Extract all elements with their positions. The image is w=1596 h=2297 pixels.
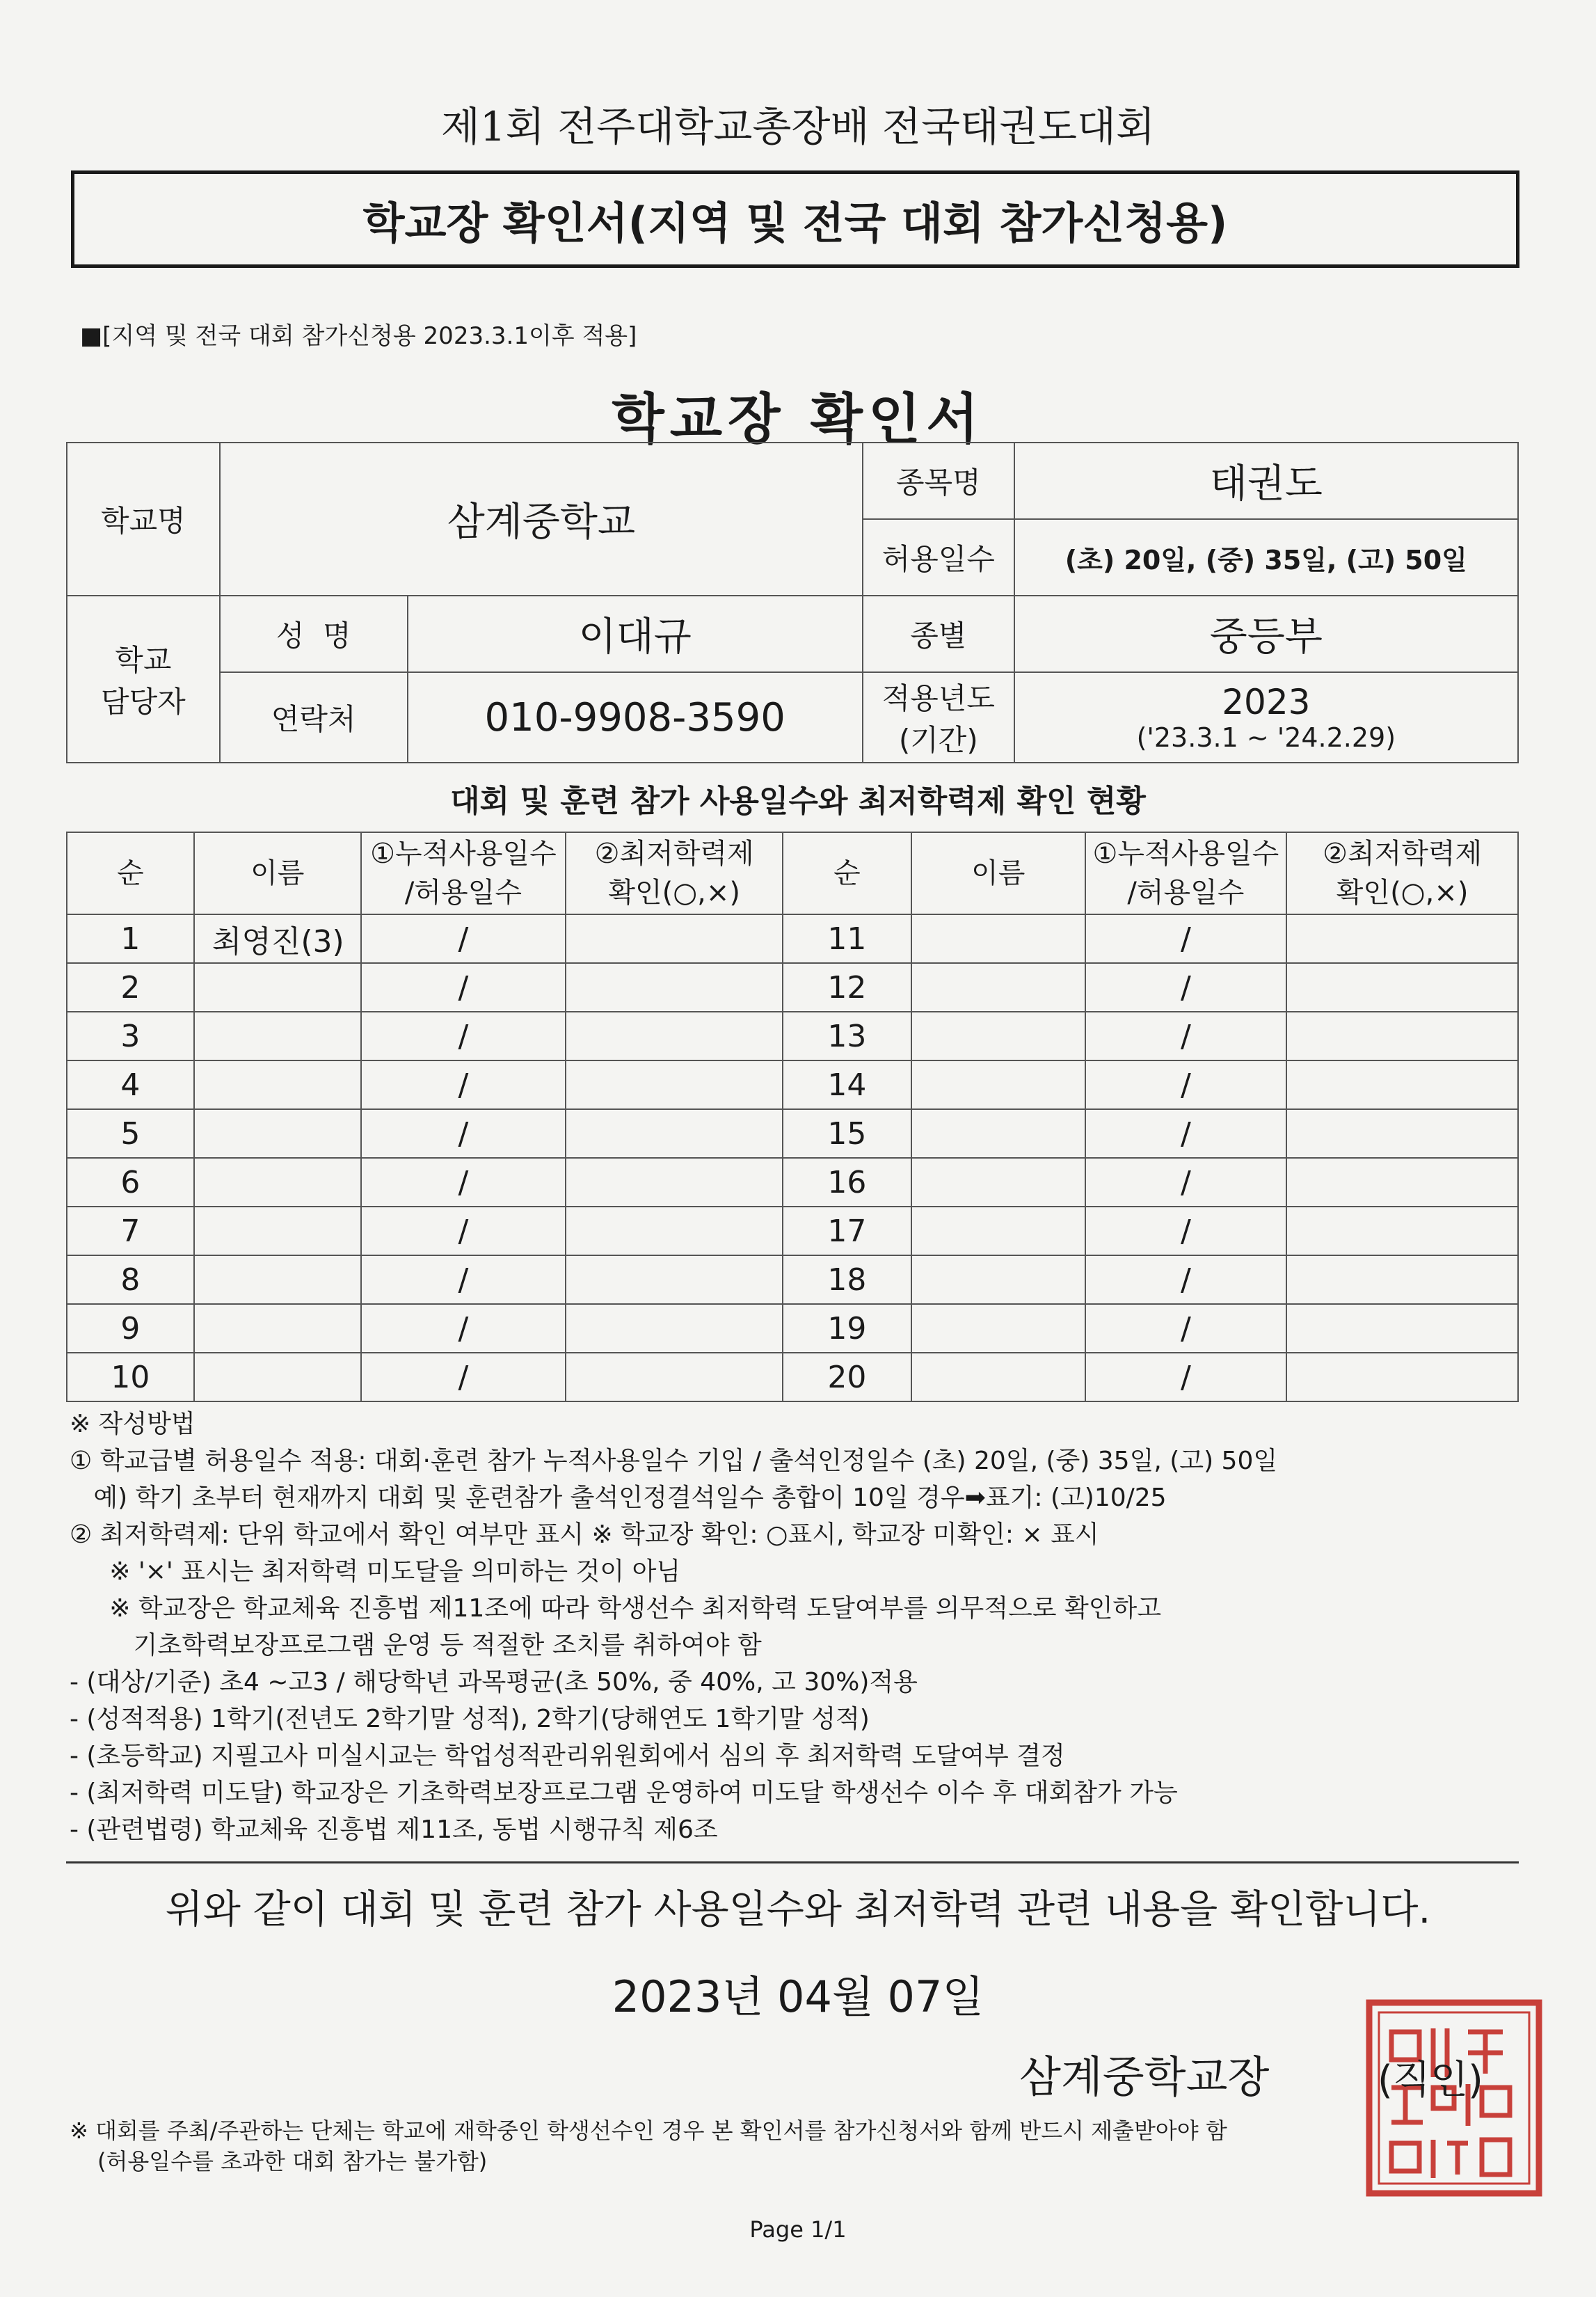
row-number-cell: 13: [783, 1012, 911, 1060]
table-row: [67, 963, 1518, 1012]
header-no: 순: [67, 832, 194, 914]
instruction-line: ① 학교급별 허용일수 적용: 대회·훈련 참가 누적사용일수 기입 / 출석인정일수 (초) 20일, (중) 35일, (고) 50일: [70, 1447, 1278, 1475]
document-title: 학교장 확인서: [612, 388, 984, 451]
table-row: [67, 1353, 1518, 1401]
days-used-cell: /: [1085, 1255, 1287, 1304]
person-name-value: 이대규: [408, 596, 863, 672]
instruction-line: ※ '×' 표시는 최저학력 미도달을 의미하는 것이 아님: [70, 1557, 681, 1586]
student-name-cell: [911, 1255, 1085, 1304]
student-name-cell: [911, 1304, 1085, 1353]
table-row: [67, 1304, 1518, 1353]
days-used-cell: /: [1085, 1304, 1287, 1353]
student-name-cell: [911, 1060, 1085, 1109]
days-used-cell: /: [361, 1304, 566, 1353]
student-name-cell: [194, 1353, 361, 1401]
header-no: 순: [783, 832, 911, 914]
sport-label: 종목명: [863, 443, 1014, 519]
footer-note-line2: (허용일수를 초과한 대회 참가는 불가함): [97, 2148, 488, 2175]
instruction-line: ※ 학교장은 학교체육 진흥법 제11조에 따라 학생선수 최저학력 도달여부를 의무적으로 확인하고: [70, 1594, 1162, 1623]
academic-check-cell: [566, 963, 783, 1012]
footer-note: [70, 2115, 1545, 2177]
row-number-cell: 7: [67, 1207, 194, 1255]
principal-title: 삼계중학교장: [1019, 2051, 1270, 2102]
academic-check-cell: [566, 1012, 783, 1060]
student-name-cell: 최영진(3): [194, 914, 361, 963]
academic-check-cell: [1286, 1304, 1518, 1353]
allowed-days-label: 허용일수: [863, 519, 1014, 596]
row-number-cell: 5: [67, 1109, 194, 1158]
seal-label: (직인): [1378, 2058, 1483, 2103]
academic-check-cell: [566, 1353, 783, 1401]
status-title: 대회 및 훈련 참가 사용일수와 최저학력제 확인 현황: [450, 784, 1146, 819]
header-name: 이름: [194, 832, 361, 914]
year-label-line1: 적용년도: [881, 681, 995, 715]
status-rows: [67, 914, 1518, 1401]
student-name-cell: [911, 963, 1085, 1012]
student-name-cell: [194, 1109, 361, 1158]
manager-label-line2: 담당자: [101, 685, 186, 719]
confirmation-text: 위와 같이 대회 및 훈련 참가 사용일수와 최저학력 관련 내용을 확인합니다.: [165, 1887, 1431, 1932]
table-row: [67, 1012, 1518, 1060]
contact-value: 010-9908-3590: [408, 672, 863, 763]
table-row: [67, 1109, 1518, 1158]
student-name-cell: [194, 1207, 361, 1255]
page-number: Page 1/1: [749, 2216, 847, 2243]
academic-check-cell: [1286, 1353, 1518, 1401]
table-row: [67, 1207, 1518, 1255]
academic-check-cell: [1286, 914, 1518, 963]
row-number-cell: 10: [67, 1353, 194, 1401]
division-label: 종별: [863, 596, 1014, 672]
table-row: [67, 914, 1518, 963]
student-name-cell: [911, 914, 1085, 963]
days-used-cell: /: [361, 1109, 566, 1158]
days-used-cell: /: [361, 1012, 566, 1060]
days-used-cell: /: [361, 914, 566, 963]
manager-label-line1: 학교: [115, 643, 172, 677]
header-days-line1: ①누적사용일수: [370, 838, 557, 870]
academic-check-cell: [1286, 1255, 1518, 1304]
row-number-cell: 11: [783, 914, 911, 963]
row-number-cell: 2: [67, 963, 194, 1012]
days-used-cell: /: [1085, 1353, 1287, 1401]
instruction-line: - (초등학교) 지필고사 미실시교는 학업성적관리위원회에서 심의 후 최저학력 도달여부 결정: [70, 1742, 1065, 1770]
academic-check-cell: [566, 1207, 783, 1255]
row-number-cell: 18: [783, 1255, 911, 1304]
school-name-value: 삼계중학교: [220, 443, 863, 596]
event-title: 제1회 전주대학교총장배 전국태권도대회: [440, 103, 1156, 150]
school-name-label: 학교명: [67, 443, 220, 596]
days-used-cell: /: [1085, 963, 1287, 1012]
row-number-cell: 17: [783, 1207, 911, 1255]
student-name-cell: [911, 1353, 1085, 1401]
days-used-cell: /: [361, 1207, 566, 1255]
year-label: [863, 672, 1014, 763]
student-name-cell: [194, 1304, 361, 1353]
days-used-cell: /: [1085, 1060, 1287, 1109]
header-days-line2: /허용일수: [1127, 877, 1245, 909]
days-used-cell: /: [361, 1158, 566, 1207]
row-number-cell: 20: [783, 1353, 911, 1401]
academic-check-cell: [1286, 1012, 1518, 1060]
student-name-cell: [911, 1207, 1085, 1255]
header-academic: [566, 832, 783, 914]
instruction-line: - (최저학력 미도달) 학교장은 기초학력보장프로그램 운영하여 미도달 학생선수 이수 후 대회참가 가능: [70, 1779, 1178, 1807]
instruction-line: 예) 학기 초부터 현재까지 대회 및 훈련참가 출석인정결석일수 총합이 10일 경우➡표기: (고)10/25: [70, 1484, 1167, 1512]
row-number-cell: 14: [783, 1060, 911, 1109]
days-used-cell: /: [1085, 1109, 1287, 1158]
header-days-line1: ①누적사용일수: [1092, 838, 1279, 870]
table-row: [67, 1255, 1518, 1304]
header-academic-line2: 확인(○,×): [1336, 877, 1469, 909]
header-days: [361, 832, 566, 914]
instruction-line: ※ 작성방법: [70, 1410, 195, 1438]
student-name-cell: [911, 1012, 1085, 1060]
student-name-cell: [194, 1012, 361, 1060]
allowed-days-value: (초) 20일, (중) 35일, (고) 50일: [1014, 519, 1518, 596]
student-name-cell: [194, 1158, 361, 1207]
header-academic-line2: 확인(○,×): [608, 877, 740, 909]
student-name-cell: [194, 963, 361, 1012]
academic-check-cell: [1286, 963, 1518, 1012]
school-info-table: [66, 442, 1519, 763]
row-number-cell: 1: [67, 914, 194, 963]
year-label-line2: (기간): [898, 723, 978, 757]
applicability-note: ■[지역 및 전국 대회 참가신청용 2023.3.1이후 적용]: [80, 322, 637, 350]
academic-check-cell: [1286, 1060, 1518, 1109]
header-academic: [1286, 832, 1518, 914]
academic-check-cell: [1286, 1158, 1518, 1207]
person-name-label: 성 명: [220, 596, 408, 672]
row-number-cell: 19: [783, 1304, 911, 1353]
header-academic-line1: ②최저학력제: [594, 838, 754, 870]
row-number-cell: 3: [67, 1012, 194, 1060]
student-name-cell: [911, 1109, 1085, 1158]
status-header-row: [67, 832, 1518, 914]
document-heading-box: 학교장 확인서(지역 및 전국 대회 참가신청용): [71, 170, 1519, 268]
division-value: 중등부: [1014, 596, 1518, 672]
row-number-cell: 9: [67, 1304, 194, 1353]
academic-check-cell: [566, 914, 783, 963]
days-used-cell: /: [1085, 1012, 1287, 1060]
academic-check-cell: [1286, 1109, 1518, 1158]
student-name-cell: [194, 1060, 361, 1109]
days-used-cell: /: [361, 963, 566, 1012]
days-used-cell: /: [1085, 914, 1287, 963]
table-row: [67, 1060, 1518, 1109]
academic-check-cell: [566, 1304, 783, 1353]
row-number-cell: 4: [67, 1060, 194, 1109]
row-number-cell: 16: [783, 1158, 911, 1207]
instruction-line: - (관련법령) 학교체육 진흥법 제11조, 동법 시행규칙 제6조: [70, 1815, 718, 1844]
academic-check-cell: [566, 1060, 783, 1109]
year-value: 2023: [1222, 682, 1311, 722]
days-used-cell: /: [361, 1353, 566, 1401]
divider: [66, 1861, 1519, 1863]
status-table: [66, 832, 1519, 1402]
days-used-cell: /: [361, 1060, 566, 1109]
instruction-line: - (성적적용) 1학기(전년도 2학기말 성적), 2학기(당해연도 1학기말 성적): [70, 1705, 870, 1733]
header-name: 이름: [911, 832, 1085, 914]
academic-check-cell: [566, 1109, 783, 1158]
row-number-cell: 12: [783, 963, 911, 1012]
issue-date: 2023년 04월 07일: [612, 1971, 984, 2022]
header-days: [1085, 832, 1287, 914]
instruction-line: - (대상/기준) 초4 ~고3 / 해당학년 과목평균(초 50%, 중 40%, 고 30%)적용: [70, 1668, 918, 1696]
header-days-line2: /허용일수: [404, 877, 522, 909]
instruction-line: 기초학력보장프로그램 운영 등 적절한 조치를 취하여야 함: [70, 1631, 762, 1660]
instruction-line: ② 최저학력제: 단위 학교에서 확인 여부만 표시 ※ 학교장 확인: ○표시, 학교장 미확인: × 표시: [70, 1520, 1099, 1549]
academic-check-cell: [566, 1158, 783, 1207]
header-academic-line1: ②최저학력제: [1323, 838, 1483, 870]
footer-note-line1: ※ 대회를 주최/주관하는 단체는 학교에 재학중인 학생선수인 경우 본 확인서를 참가신청서와 함께 반드시 제출받아야 함: [70, 2117, 1227, 2144]
manager-label: [67, 596, 220, 763]
row-number-cell: 6: [67, 1158, 194, 1207]
year-cell: [1014, 672, 1518, 763]
student-name-cell: [911, 1158, 1085, 1207]
student-name-cell: [194, 1255, 361, 1304]
days-used-cell: /: [361, 1255, 566, 1304]
row-number-cell: 15: [783, 1109, 911, 1158]
table-row: [67, 1158, 1518, 1207]
contact-label: 연락처: [220, 672, 408, 763]
days-used-cell: /: [1085, 1158, 1287, 1207]
days-used-cell: /: [1085, 1207, 1287, 1255]
academic-check-cell: [566, 1255, 783, 1304]
sport-value: 태권도: [1014, 443, 1518, 519]
academic-check-cell: [1286, 1207, 1518, 1255]
row-number-cell: 8: [67, 1255, 194, 1304]
instructions: [70, 1406, 1531, 1848]
period-value: ('23.3.1 ~ '24.2.29): [1136, 722, 1396, 753]
